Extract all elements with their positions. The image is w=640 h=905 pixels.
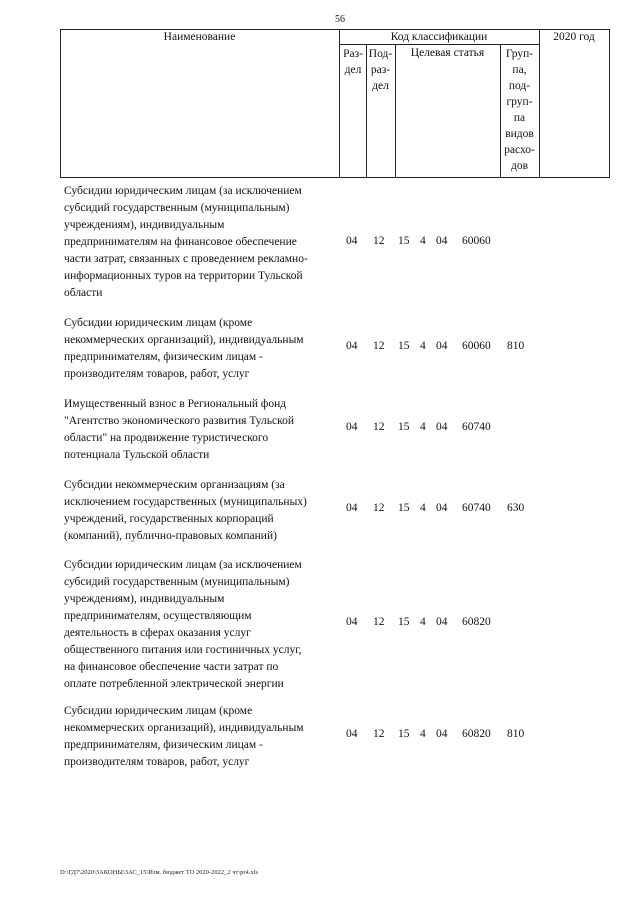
target-code-program: 15 [398,502,410,514]
header-group-line: расхо- [504,144,535,156]
description-line: предпринимателям, физическим лицам - [64,351,263,363]
podrazdel-code: 12 [373,728,385,740]
target-code-subprogram: 4 [420,502,426,514]
description-line: Субсидии юридическим лицам (за исключением [64,185,302,197]
row-description [64,477,344,545]
target-code-program: 15 [398,421,410,433]
description-line: части затрат, связанных с проведением рекламно- [64,253,308,265]
page-number: 56 [335,14,345,25]
description-line: информационных туров на территории Тульской [64,270,303,282]
target-code-activity: 04 [436,728,448,740]
description-line: (компаний), публично-правовых компаний) [64,530,277,542]
target-code-activity: 04 [436,340,448,352]
target-code-activity: 04 [436,616,448,628]
target-code-direction: 60740 [462,502,491,514]
podrazdel-code: 12 [373,616,385,628]
group-code: 810 [507,340,525,352]
header-vline [395,44,396,177]
target-code-subprogram: 4 [420,728,426,740]
target-code-direction: 60820 [462,616,491,628]
razdel-code: 04 [346,502,358,514]
group-code: 810 [507,728,525,740]
description-line: общественного питания или гостиничных услуг, [64,644,302,656]
target-code-subprogram: 4 [420,235,426,247]
razdel-code: 04 [346,616,358,628]
razdel-code: 04 [346,728,358,740]
header-bottom-border [60,177,610,178]
row-description [64,396,344,464]
target-code-direction: 60060 [462,235,491,247]
header-group-line: па, [512,64,527,76]
group-code: 630 [507,502,525,514]
description-line: учреждениям), индивидуальным [64,219,225,231]
description-line: Субсидии юридическим лицам (кроме [64,317,253,329]
header-group [500,46,539,174]
description-line: деятельность в сферах оказания услуг [64,627,251,639]
razdel-code: 04 [346,235,358,247]
target-code-activity: 04 [436,235,448,247]
target-code-subprogram: 4 [420,340,426,352]
description-line: производителям товаров, работ, услуг [64,368,250,380]
target-code-activity: 04 [436,502,448,514]
description-line: предпринимателям на финансовое обеспечение [64,236,297,248]
podrazdel-code: 12 [373,340,385,352]
header-classification: Код классификации [390,31,488,43]
header-group-line: па [513,112,526,124]
header-vline [60,29,61,177]
header-podrazdel-line: раз- [370,64,391,76]
description-line: области [64,287,103,299]
header-razdel-line: Раз- [343,48,363,60]
header-target: Целевая статья [410,47,485,59]
razdel-code: 04 [346,421,358,433]
header-vline [609,29,610,177]
description-line: на финансовое обеспечение части затрат по [64,661,279,673]
description-line: некоммерческих организаций), индивидуальным [64,722,304,734]
row-description [64,183,344,302]
razdel-code: 04 [346,340,358,352]
description-line: Субсидии юридическим лицам (кроме [64,705,253,717]
header-podrazdel [366,46,395,94]
podrazdel-code: 12 [373,502,385,514]
podrazdel-code: 12 [373,235,385,247]
description-line: производителям товаров, работ, услуг [64,756,250,768]
row-description [64,703,344,771]
target-code-activity: 04 [436,421,448,433]
description-line: Субсидии некоммерческим организациям (за [64,479,285,491]
description-line: субсидий государственным (муниципальным) [64,576,290,588]
header-podrazdel-line: Под- [368,48,393,60]
header-podrazdel-line: дел [372,80,389,92]
description-line: "Агентство экономического развития Тульской [64,415,295,427]
header-razdel-line: дел [344,64,362,76]
target-code-program: 15 [398,235,410,247]
header-name: Наименование [163,31,236,43]
description-line: учреждений, государственных корпораций [64,513,274,525]
target-code-direction: 60740 [462,421,491,433]
target-code-program: 15 [398,340,410,352]
description-line: исключением государственных (муниципальных) [64,496,307,508]
podrazdel-code: 12 [373,421,385,433]
header-group-line: дов [510,160,529,172]
description-line: Имущественный взнос в Региональный фонд [64,398,287,410]
file-path-footer: D:\ГД7\2020\ЗАКОНЫ\ЗАС_15\Изм. бюджет ТО 2020-2022_2 чт\pr4.xls [60,869,259,876]
description-line: потенциала Тульской области [64,449,210,461]
description-line: некоммерческих организаций), индивидуальным [64,334,304,346]
target-code-program: 15 [398,616,410,628]
header-year: 2020 год [553,31,595,43]
header-group-line: Груп- [505,48,534,60]
row-description [64,557,344,693]
header-group-line: под- [508,80,531,92]
description-line: предпринимателям, физическим лицам - [64,739,263,751]
target-code-direction: 60060 [462,340,491,352]
header-group-line: видов [505,128,534,140]
description-line: Субсидии юридическим лицам (за исключением [64,559,302,571]
description-line: предпринимателям, осуществляющим [64,610,252,622]
target-code-subprogram: 4 [420,421,426,433]
description-line: оплате потребленной электрической энергии [64,678,284,690]
target-code-subprogram: 4 [420,616,426,628]
description-line: области" на продвижение туристического [64,432,269,444]
description-line: учреждениям), индивидуальным [64,593,225,605]
header-vline [539,29,540,177]
target-code-program: 15 [398,728,410,740]
header-group-line: груп- [506,96,533,108]
target-code-direction: 60820 [462,728,491,740]
header-razdel [339,46,367,78]
row-description [64,315,344,383]
description-line: субсидий государственным (муниципальным) [64,202,290,214]
